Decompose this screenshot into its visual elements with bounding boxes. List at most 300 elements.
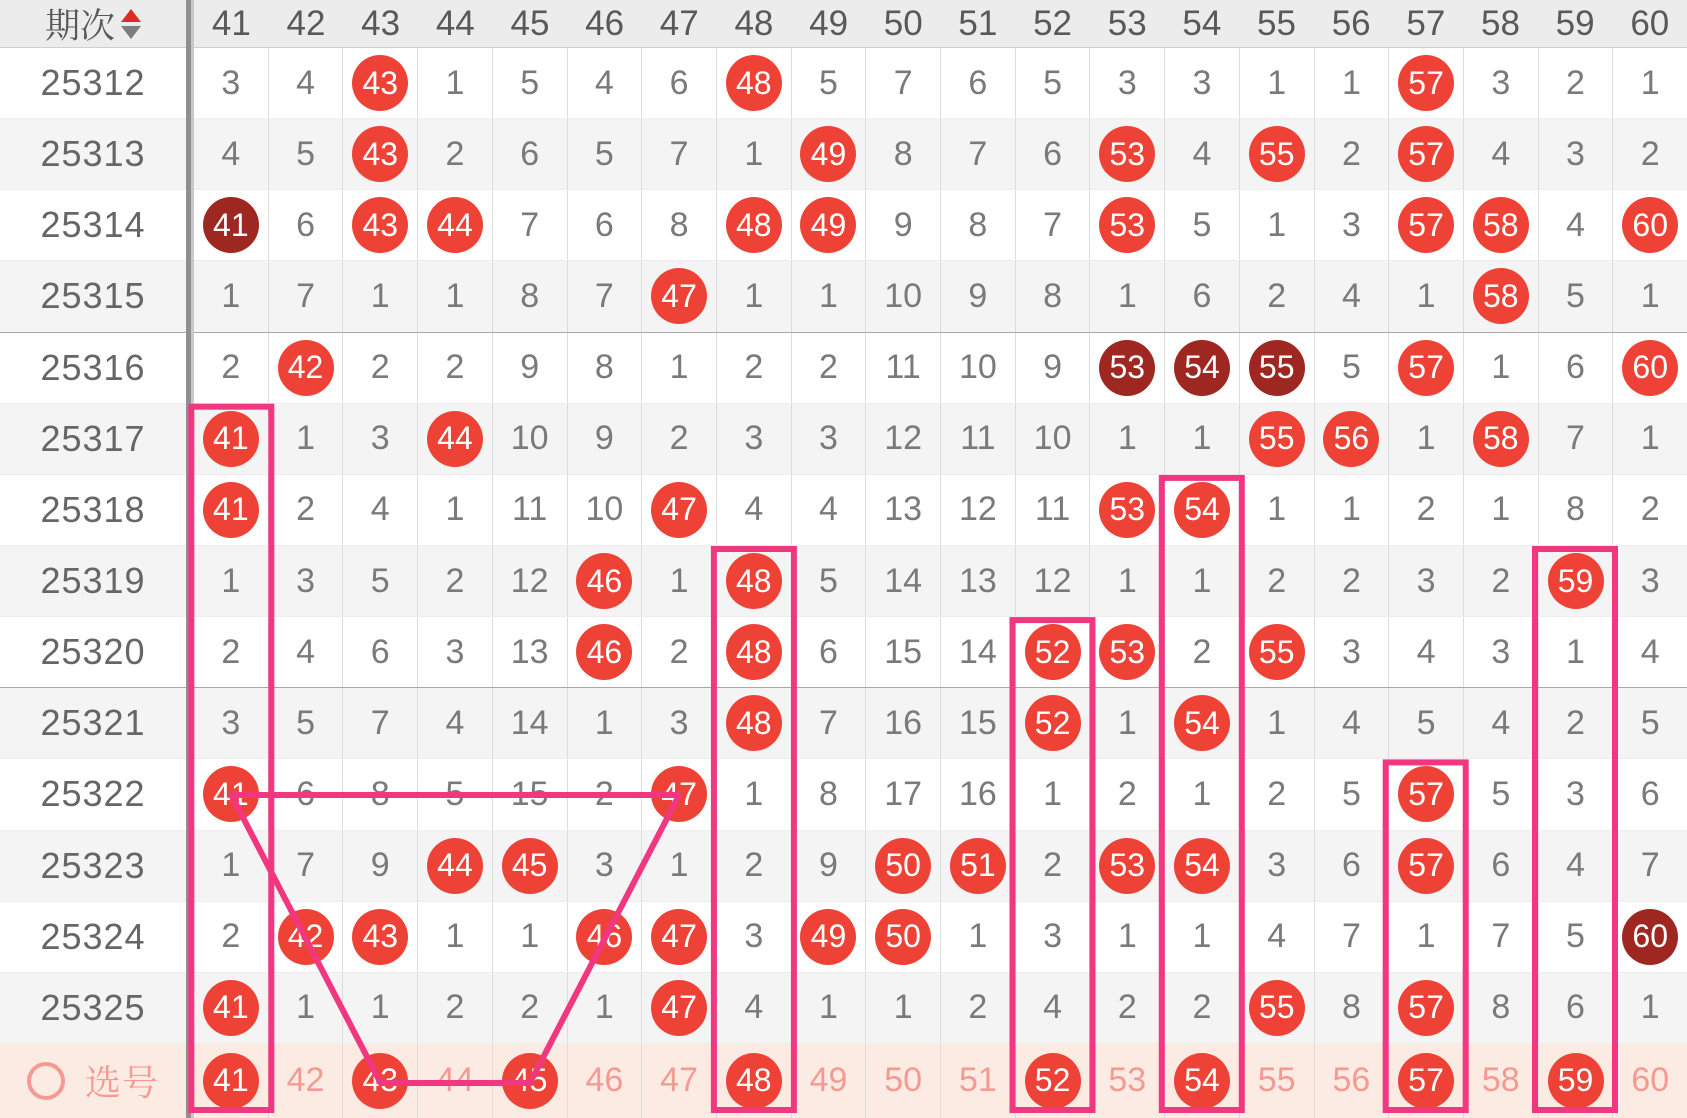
miss-cell bbox=[1464, 902, 1539, 972]
hit-cell-46 bbox=[568, 546, 643, 616]
period-label-25315: 25315 bbox=[40, 275, 146, 317]
miss-count: 1 bbox=[669, 348, 689, 387]
miss-cell bbox=[418, 475, 493, 545]
miss-count: 9 bbox=[1043, 348, 1063, 387]
hit-cell-57 bbox=[1389, 119, 1464, 189]
miss-count: 6 bbox=[968, 63, 988, 102]
miss-count: 1 bbox=[744, 134, 764, 173]
pick-cell-42[interactable] bbox=[269, 1044, 344, 1118]
miss-count: 1 bbox=[1640, 988, 1660, 1027]
drawn-number-ball-60: 60 bbox=[1622, 340, 1678, 396]
miss-cell bbox=[1539, 902, 1614, 972]
miss-count: 1 bbox=[1341, 63, 1361, 102]
drawn-number-ball-43: 43 bbox=[352, 909, 408, 965]
miss-cell bbox=[269, 688, 344, 758]
miss-count: 2 bbox=[1117, 774, 1137, 813]
miss-count: 4 bbox=[1043, 988, 1063, 1027]
miss-cell bbox=[642, 333, 717, 403]
hit-cell-55 bbox=[1240, 404, 1315, 474]
miss-count: 2 bbox=[744, 846, 764, 885]
miss-cell bbox=[568, 831, 643, 901]
miss-cell bbox=[568, 973, 643, 1043]
hit-cell-58 bbox=[1464, 404, 1539, 474]
miss-count: 7 bbox=[1043, 205, 1063, 244]
miss-cell bbox=[493, 617, 568, 687]
miss-cell bbox=[568, 190, 643, 260]
miss-count: 2 bbox=[968, 988, 988, 1027]
period-label-25324: 25324 bbox=[40, 915, 146, 957]
miss-cell bbox=[642, 48, 717, 118]
miss-count: 4 bbox=[594, 63, 614, 102]
miss-cell bbox=[1539, 617, 1614, 687]
drawn-number-ball-58: 58 bbox=[1473, 268, 1529, 324]
miss-cell bbox=[1090, 261, 1165, 331]
miss-cell bbox=[493, 475, 568, 545]
period-label-25314: 25314 bbox=[40, 204, 146, 246]
miss-count: 1 bbox=[370, 988, 390, 1027]
miss-count: 1 bbox=[1117, 276, 1137, 315]
miss-cell bbox=[1016, 831, 1091, 901]
miss-cell bbox=[1090, 759, 1165, 829]
miss-count: 2 bbox=[1341, 561, 1361, 600]
drawn-number-ball-49: 49 bbox=[800, 909, 856, 965]
pick-cell-60[interactable] bbox=[1613, 1044, 1687, 1118]
miss-count: 3 bbox=[1491, 63, 1511, 102]
pick-number-label: 46 bbox=[585, 1061, 624, 1100]
miss-cell bbox=[418, 48, 493, 118]
miss-count: 1 bbox=[1117, 703, 1137, 742]
miss-cell bbox=[418, 546, 493, 616]
selected-number-ball-45[interactable]: 45 bbox=[502, 1053, 558, 1109]
pick-number-label: 55 bbox=[1257, 1061, 1296, 1100]
miss-count: 2 bbox=[1640, 134, 1660, 173]
miss-count: 1 bbox=[296, 419, 316, 458]
drawn-number-ball-47: 47 bbox=[651, 980, 707, 1036]
drawn-number-ball-43: 43 bbox=[352, 55, 408, 111]
hit-cell-48 bbox=[717, 190, 792, 260]
drawn-number-ball-44: 44 bbox=[427, 197, 483, 253]
hit-cell-47 bbox=[642, 261, 717, 331]
column-header-45: 45 bbox=[510, 3, 550, 43]
miss-count: 1 bbox=[1416, 917, 1436, 956]
miss-cell bbox=[1165, 119, 1240, 189]
table-header-row bbox=[0, 0, 1687, 48]
miss-cell bbox=[343, 333, 418, 403]
hit-cell-47 bbox=[642, 902, 717, 972]
miss-cell bbox=[343, 973, 418, 1043]
pick-cell-58[interactable] bbox=[1464, 1044, 1539, 1118]
hit-cell-58 bbox=[1464, 190, 1539, 260]
row-cells bbox=[194, 546, 1687, 616]
miss-count: 2 bbox=[1192, 988, 1212, 1027]
miss-cell bbox=[1389, 404, 1464, 474]
miss-count: 2 bbox=[1192, 632, 1212, 671]
drawn-number-ball-48: 48 bbox=[726, 695, 782, 751]
miss-cell bbox=[866, 190, 941, 260]
period-sort-header[interactable] bbox=[0, 0, 186, 47]
miss-cell bbox=[269, 617, 344, 687]
hit-cell-50 bbox=[866, 831, 941, 901]
miss-cell bbox=[568, 759, 643, 829]
hit-cell-47 bbox=[642, 973, 717, 1043]
table-row-25314 bbox=[0, 190, 1687, 261]
pick-number-label: 47 bbox=[660, 1061, 698, 1100]
miss-count: 1 bbox=[1192, 917, 1212, 956]
drawn-number-ball-60: 60 bbox=[1622, 909, 1678, 965]
miss-cell bbox=[1315, 333, 1390, 403]
row-cells bbox=[194, 688, 1687, 758]
miss-cell bbox=[1389, 475, 1464, 545]
miss-cell bbox=[1464, 475, 1539, 545]
miss-cell bbox=[642, 404, 717, 474]
miss-count: 1 bbox=[1640, 63, 1660, 102]
column-header-57: 57 bbox=[1406, 3, 1446, 43]
pick-cell-46[interactable] bbox=[568, 1044, 643, 1118]
miss-count: 3 bbox=[1192, 63, 1212, 102]
miss-count: 4 bbox=[1341, 276, 1361, 315]
miss-cell bbox=[1090, 902, 1165, 972]
row-cells bbox=[194, 475, 1687, 545]
hit-cell-53 bbox=[1090, 475, 1165, 545]
miss-cell bbox=[1539, 404, 1614, 474]
miss-cell bbox=[343, 546, 418, 616]
miss-count: 14 bbox=[884, 561, 923, 600]
miss-count: 5 bbox=[1192, 205, 1212, 244]
miss-count: 2 bbox=[1566, 703, 1585, 742]
miss-cell bbox=[418, 688, 493, 758]
drawn-number-ball-47: 47 bbox=[651, 482, 707, 538]
miss-cell bbox=[1016, 48, 1091, 118]
miss-count: 2 bbox=[221, 632, 241, 671]
table-row-25322 bbox=[0, 759, 1687, 830]
miss-count: 2 bbox=[1416, 490, 1436, 529]
miss-count: 7 bbox=[520, 205, 540, 244]
miss-count: 7 bbox=[296, 846, 316, 885]
hit-cell-41 bbox=[194, 475, 269, 545]
hit-cell-57 bbox=[1389, 973, 1464, 1043]
miss-count: 3 bbox=[1117, 63, 1137, 102]
miss-cell bbox=[493, 688, 568, 758]
miss-cell bbox=[1315, 475, 1390, 545]
column-header-56: 56 bbox=[1331, 3, 1371, 43]
miss-count: 4 bbox=[819, 490, 838, 529]
miss-cell bbox=[1613, 831, 1687, 901]
miss-count: 6 bbox=[819, 632, 838, 671]
miss-count: 2 bbox=[1566, 63, 1585, 102]
miss-cell bbox=[194, 688, 269, 758]
pick-cell-59[interactable] bbox=[1539, 1044, 1614, 1118]
miss-count: 1 bbox=[594, 988, 614, 1027]
miss-count: 8 bbox=[1491, 988, 1511, 1027]
drawn-number-ball-56: 56 bbox=[1323, 411, 1379, 467]
miss-cell bbox=[941, 617, 1016, 687]
miss-count: 17 bbox=[884, 774, 923, 813]
drawn-number-ball-53: 53 bbox=[1099, 126, 1155, 182]
miss-count: 2 bbox=[520, 988, 540, 1027]
miss-cell bbox=[792, 404, 867, 474]
miss-count: 1 bbox=[1267, 703, 1287, 742]
miss-count: 1 bbox=[1192, 561, 1212, 600]
miss-count: 6 bbox=[594, 205, 614, 244]
miss-cell bbox=[1165, 190, 1240, 260]
pick-row-cells bbox=[194, 1044, 1687, 1118]
column-header-59: 59 bbox=[1555, 3, 1595, 43]
miss-cell bbox=[418, 119, 493, 189]
column-header-49: 49 bbox=[809, 3, 849, 43]
pick-cell-48[interactable] bbox=[717, 1044, 792, 1118]
drawn-number-ball-60: 60 bbox=[1622, 197, 1678, 253]
miss-count: 2 bbox=[1491, 561, 1511, 600]
miss-count: 6 bbox=[1341, 846, 1361, 885]
miss-count: 1 bbox=[594, 703, 614, 742]
hit-cell-59 bbox=[1539, 546, 1614, 616]
miss-cell bbox=[1165, 261, 1240, 331]
hit-cell-60 bbox=[1613, 190, 1687, 260]
miss-count: 1 bbox=[1341, 490, 1361, 529]
table-row-25317 bbox=[0, 404, 1687, 475]
table-body bbox=[0, 48, 1687, 1118]
miss-count: 1 bbox=[445, 490, 465, 529]
pick-cell-41[interactable] bbox=[194, 1044, 269, 1118]
miss-cell bbox=[1389, 261, 1464, 331]
selected-number-ball-48[interactable]: 48 bbox=[726, 1053, 782, 1109]
pick-cell-51[interactable] bbox=[941, 1044, 1016, 1118]
miss-count: 13 bbox=[958, 561, 997, 600]
selected-number-ball-59[interactable]: 59 bbox=[1548, 1053, 1604, 1109]
period-label-25318: 25318 bbox=[40, 488, 146, 530]
miss-count: 14 bbox=[958, 632, 997, 671]
miss-cell bbox=[1016, 333, 1091, 403]
miss-cell bbox=[194, 546, 269, 616]
miss-cell bbox=[1389, 546, 1464, 616]
hit-cell-57 bbox=[1389, 48, 1464, 118]
miss-count: 1 bbox=[669, 561, 689, 600]
selected-number-ball-43[interactable]: 43 bbox=[352, 1053, 408, 1109]
miss-count: 7 bbox=[1491, 917, 1511, 956]
miss-cell bbox=[1315, 688, 1390, 758]
miss-count: 1 bbox=[1416, 419, 1436, 458]
miss-count: 1 bbox=[893, 988, 913, 1027]
miss-count: 1 bbox=[445, 276, 465, 315]
hit-cell-55 bbox=[1240, 617, 1315, 687]
miss-count: 1 bbox=[1117, 917, 1137, 956]
miss-cell bbox=[1165, 973, 1240, 1043]
pick-cell-49[interactable] bbox=[792, 1044, 867, 1118]
pick-row-label-text: 选号 bbox=[84, 1062, 159, 1104]
miss-cell bbox=[1090, 688, 1165, 758]
miss-count: 3 bbox=[445, 632, 465, 671]
miss-cell bbox=[1539, 333, 1614, 403]
miss-count: 1 bbox=[445, 917, 465, 956]
column-header-52: 52 bbox=[1033, 3, 1073, 43]
miss-cell bbox=[1240, 48, 1315, 118]
pick-cell-54[interactable] bbox=[1165, 1044, 1240, 1118]
miss-cell bbox=[1464, 973, 1539, 1043]
period-header-label: 期次 bbox=[44, 6, 115, 46]
miss-count: 8 bbox=[893, 134, 913, 173]
miss-count: 8 bbox=[1043, 276, 1063, 315]
miss-cell bbox=[568, 333, 643, 403]
pick-cell-45[interactable] bbox=[493, 1044, 568, 1118]
pick-row-label bbox=[0, 1044, 186, 1118]
miss-cell bbox=[1240, 475, 1315, 545]
drawn-number-ball-57: 57 bbox=[1398, 980, 1454, 1036]
hit-cell-60 bbox=[1613, 333, 1687, 403]
pick-cell-43[interactable] bbox=[343, 1044, 418, 1118]
miss-cell bbox=[1464, 119, 1539, 189]
pick-cell-57[interactable] bbox=[1389, 1044, 1464, 1118]
miss-count: 2 bbox=[1267, 774, 1287, 813]
miss-count: 5 bbox=[1491, 774, 1511, 813]
miss-count: 2 bbox=[221, 917, 241, 956]
miss-count: 2 bbox=[445, 134, 465, 173]
miss-cell bbox=[792, 475, 867, 545]
miss-count: 2 bbox=[445, 348, 465, 387]
miss-cell bbox=[269, 475, 344, 545]
hit-cell-56 bbox=[1315, 404, 1390, 474]
miss-cell bbox=[493, 973, 568, 1043]
miss-cell bbox=[941, 688, 1016, 758]
miss-cell bbox=[1315, 973, 1390, 1043]
radio-circle-icon[interactable] bbox=[27, 1062, 65, 1100]
column-header-41: 41 bbox=[211, 3, 251, 43]
miss-cell bbox=[1090, 973, 1165, 1043]
miss-cell bbox=[1240, 190, 1315, 260]
miss-count: 8 bbox=[370, 774, 390, 813]
sort-ascending-icon bbox=[121, 9, 141, 22]
miss-count: 9 bbox=[594, 419, 614, 458]
pick-row bbox=[0, 1044, 1687, 1118]
miss-count: 7 bbox=[370, 703, 390, 742]
miss-count: 9 bbox=[370, 846, 390, 885]
column-header-55: 55 bbox=[1257, 3, 1296, 43]
hit-cell-54 bbox=[1165, 688, 1240, 758]
miss-count: 4 bbox=[1491, 134, 1511, 173]
drawn-number-ball-49: 49 bbox=[800, 126, 856, 182]
miss-cell bbox=[1613, 688, 1687, 758]
selected-number-ball-54[interactable]: 54 bbox=[1174, 1053, 1230, 1109]
pick-cell-53[interactable] bbox=[1090, 1044, 1165, 1118]
miss-cell bbox=[418, 617, 493, 687]
miss-cell bbox=[269, 190, 344, 260]
hit-cell-43 bbox=[343, 119, 418, 189]
miss-cell bbox=[269, 546, 344, 616]
hit-cell-48 bbox=[717, 48, 792, 118]
hit-cell-48 bbox=[717, 617, 792, 687]
pick-number-label: 44 bbox=[436, 1061, 474, 1100]
period-label-25312: 25312 bbox=[40, 62, 146, 104]
drawn-number-ball-52: 52 bbox=[1025, 624, 1081, 680]
miss-count: 2 bbox=[1043, 846, 1063, 885]
miss-cell bbox=[343, 475, 418, 545]
miss-cell bbox=[717, 261, 792, 331]
miss-count: 5 bbox=[1566, 917, 1585, 956]
pick-cell-47[interactable] bbox=[642, 1044, 717, 1118]
miss-count: 5 bbox=[1341, 774, 1361, 813]
miss-count: 3 bbox=[1640, 561, 1660, 600]
miss-cell bbox=[493, 902, 568, 972]
table-row-25318 bbox=[0, 475, 1687, 546]
miss-count: 1 bbox=[520, 917, 540, 956]
pick-cell-55[interactable] bbox=[1240, 1044, 1315, 1118]
miss-cell bbox=[1464, 546, 1539, 616]
miss-count: 1 bbox=[1267, 205, 1287, 244]
miss-cell bbox=[792, 688, 867, 758]
miss-count: 4 bbox=[1192, 134, 1212, 173]
miss-cell bbox=[642, 546, 717, 616]
drawn-number-ball-55: 55 bbox=[1249, 624, 1305, 680]
period-label-25313: 25313 bbox=[40, 133, 146, 175]
miss-cell bbox=[717, 475, 792, 545]
miss-cell bbox=[269, 831, 344, 901]
pick-cell-52[interactable] bbox=[1016, 1044, 1091, 1118]
miss-cell bbox=[418, 261, 493, 331]
hit-cell-49 bbox=[792, 902, 867, 972]
miss-count: 4 bbox=[296, 63, 316, 102]
drawn-number-ball-44: 44 bbox=[427, 411, 483, 467]
miss-count: 5 bbox=[445, 774, 465, 813]
miss-count: 7 bbox=[1640, 846, 1660, 885]
miss-cell bbox=[568, 48, 643, 118]
period-label-25322: 25322 bbox=[40, 773, 146, 815]
drawn-number-ball-41: 41 bbox=[203, 766, 259, 822]
miss-cell bbox=[493, 48, 568, 118]
miss-cell bbox=[1464, 831, 1539, 901]
miss-cell bbox=[1389, 617, 1464, 687]
miss-cell bbox=[1165, 759, 1240, 829]
miss-count: 9 bbox=[893, 205, 913, 244]
pick-number-label: 53 bbox=[1108, 1061, 1147, 1100]
hit-cell-53 bbox=[1090, 190, 1165, 260]
drawn-number-ball-57: 57 bbox=[1398, 340, 1454, 396]
miss-cell bbox=[1016, 119, 1091, 189]
selected-number-ball-57[interactable]: 57 bbox=[1398, 1053, 1454, 1109]
hit-cell-53 bbox=[1090, 119, 1165, 189]
miss-count: 6 bbox=[296, 774, 316, 813]
drawn-number-ball-44: 44 bbox=[427, 838, 483, 894]
miss-cell bbox=[941, 902, 1016, 972]
hit-cell-55 bbox=[1240, 119, 1315, 189]
miss-count: 3 bbox=[1416, 561, 1436, 600]
row-cells bbox=[194, 902, 1687, 972]
pick-number-label: 50 bbox=[884, 1061, 923, 1100]
miss-count: 10 bbox=[884, 276, 923, 315]
miss-cell bbox=[866, 617, 941, 687]
miss-count: 1 bbox=[819, 988, 838, 1027]
miss-count: 1 bbox=[968, 917, 988, 956]
pick-cell-56[interactable] bbox=[1315, 1044, 1390, 1118]
miss-count: 5 bbox=[520, 63, 540, 102]
pick-cell-44[interactable] bbox=[418, 1044, 493, 1118]
miss-count: 5 bbox=[1043, 63, 1063, 102]
miss-count: 1 bbox=[1192, 419, 1212, 458]
miss-count: 1 bbox=[744, 276, 764, 315]
miss-count: 1 bbox=[221, 846, 241, 885]
miss-count: 10 bbox=[510, 419, 549, 458]
selected-number-ball-52[interactable]: 52 bbox=[1025, 1053, 1081, 1109]
miss-count: 5 bbox=[1341, 348, 1361, 387]
miss-cell bbox=[1389, 688, 1464, 758]
miss-cell bbox=[1315, 190, 1390, 260]
pick-cell-50[interactable] bbox=[866, 1044, 941, 1118]
miss-count: 13 bbox=[884, 490, 923, 529]
miss-cell bbox=[792, 759, 867, 829]
hit-cell-57 bbox=[1389, 333, 1464, 403]
miss-count: 1 bbox=[1640, 276, 1660, 315]
miss-cell bbox=[269, 48, 344, 118]
selected-number-ball-41[interactable]: 41 bbox=[203, 1053, 259, 1109]
miss-cell bbox=[194, 48, 269, 118]
